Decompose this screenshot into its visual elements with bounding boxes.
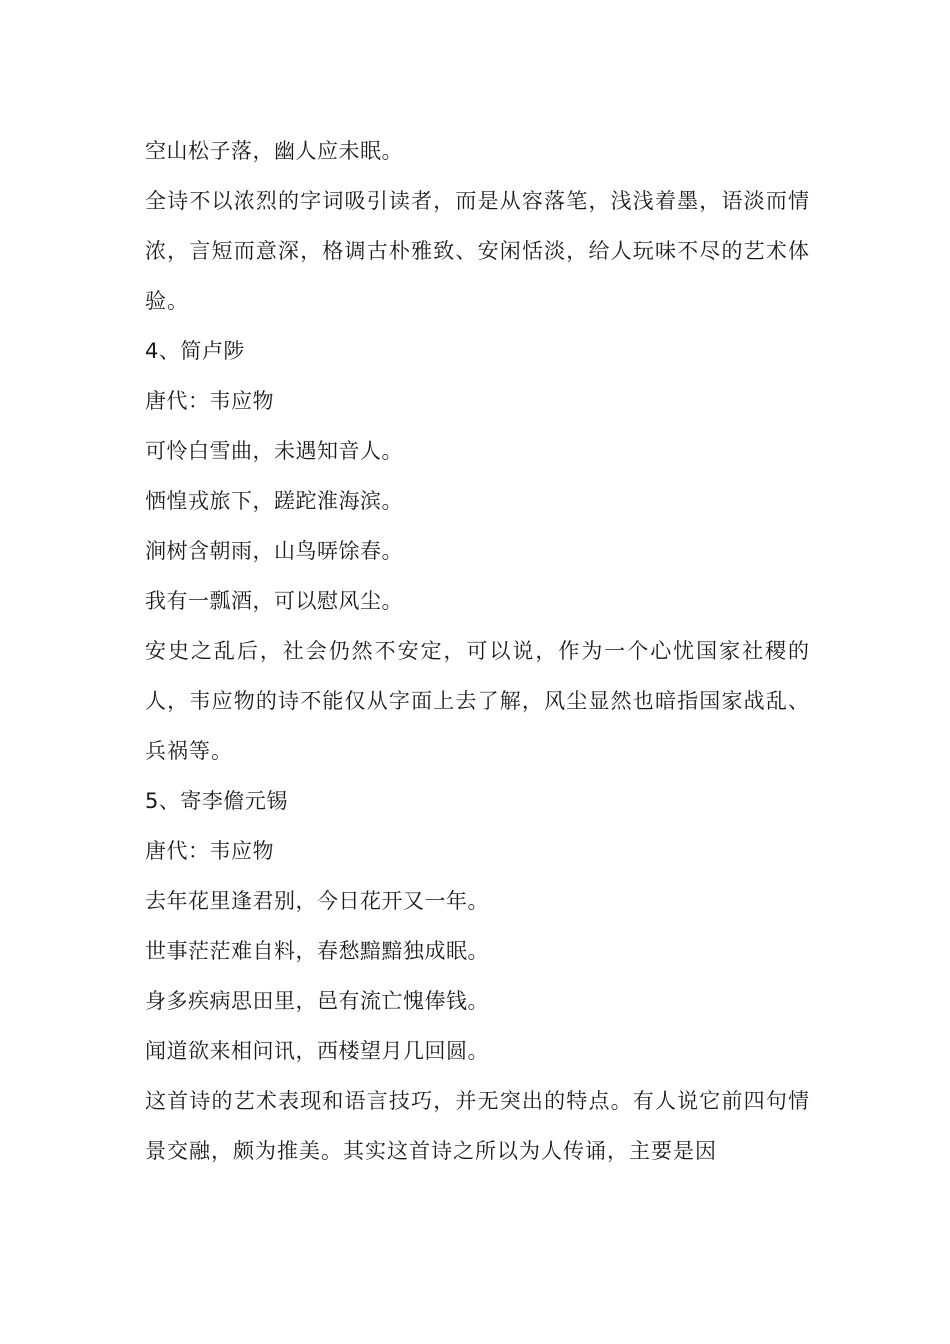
poem-line: 可怜白雪曲，未遇知音人。 [145, 439, 403, 463]
commentary-paragraph: 这首诗的艺术表现和语言技巧，并无突出的特点。有人说它前四句情景交融，颇为推美。其实这首诗之所以为人传诵，主要是因 [145, 1089, 810, 1163]
commentary-paragraph: 安史之乱后，社会仍然不安定，可以说，作为一个心忧国家社稷的人，韦应物的诗不能仅从字面上去了解，风尘显然也暗指国家战乱、兵祸等。 [145, 639, 810, 763]
commentary-paragraph: 全诗不以浓烈的字词吸引读者，而是从容落笔，浅浅着墨，语淡而情浓，言短而意深，格调古朴雅致、安闲恬淡，给人玩味不尽的艺术体验。 [145, 189, 810, 313]
poem-line: 空山松子落，幽人应未眠。 [145, 139, 403, 163]
poem-line: 涧树含朝雨，山鸟哢馀春。 [145, 539, 403, 563]
poem-title: 5、寄李儋元锡 [145, 789, 288, 813]
poem-author: 唐代：韦应物 [145, 839, 274, 863]
poem-author: 唐代：韦应物 [145, 389, 274, 413]
poem-line: 闻道欲来相问讯，西楼望月几回圆。 [145, 1039, 489, 1063]
poem-line: 恓惶戎旅下，蹉跎淮海滨。 [145, 489, 403, 513]
poem-line: 我有一瓢酒，可以慰风尘。 [145, 589, 403, 613]
poem-line: 身多疾病思田里，邑有流亡愧俸钱。 [145, 989, 489, 1013]
poem-title: 4、简卢陟 [145, 339, 245, 363]
document-body [145, 126, 810, 1176]
poem-line: 去年花里逢君别，今日花开又一年。 [145, 889, 489, 913]
poem-line: 世事茫茫难自料，春愁黯黯独成眠。 [145, 939, 489, 963]
